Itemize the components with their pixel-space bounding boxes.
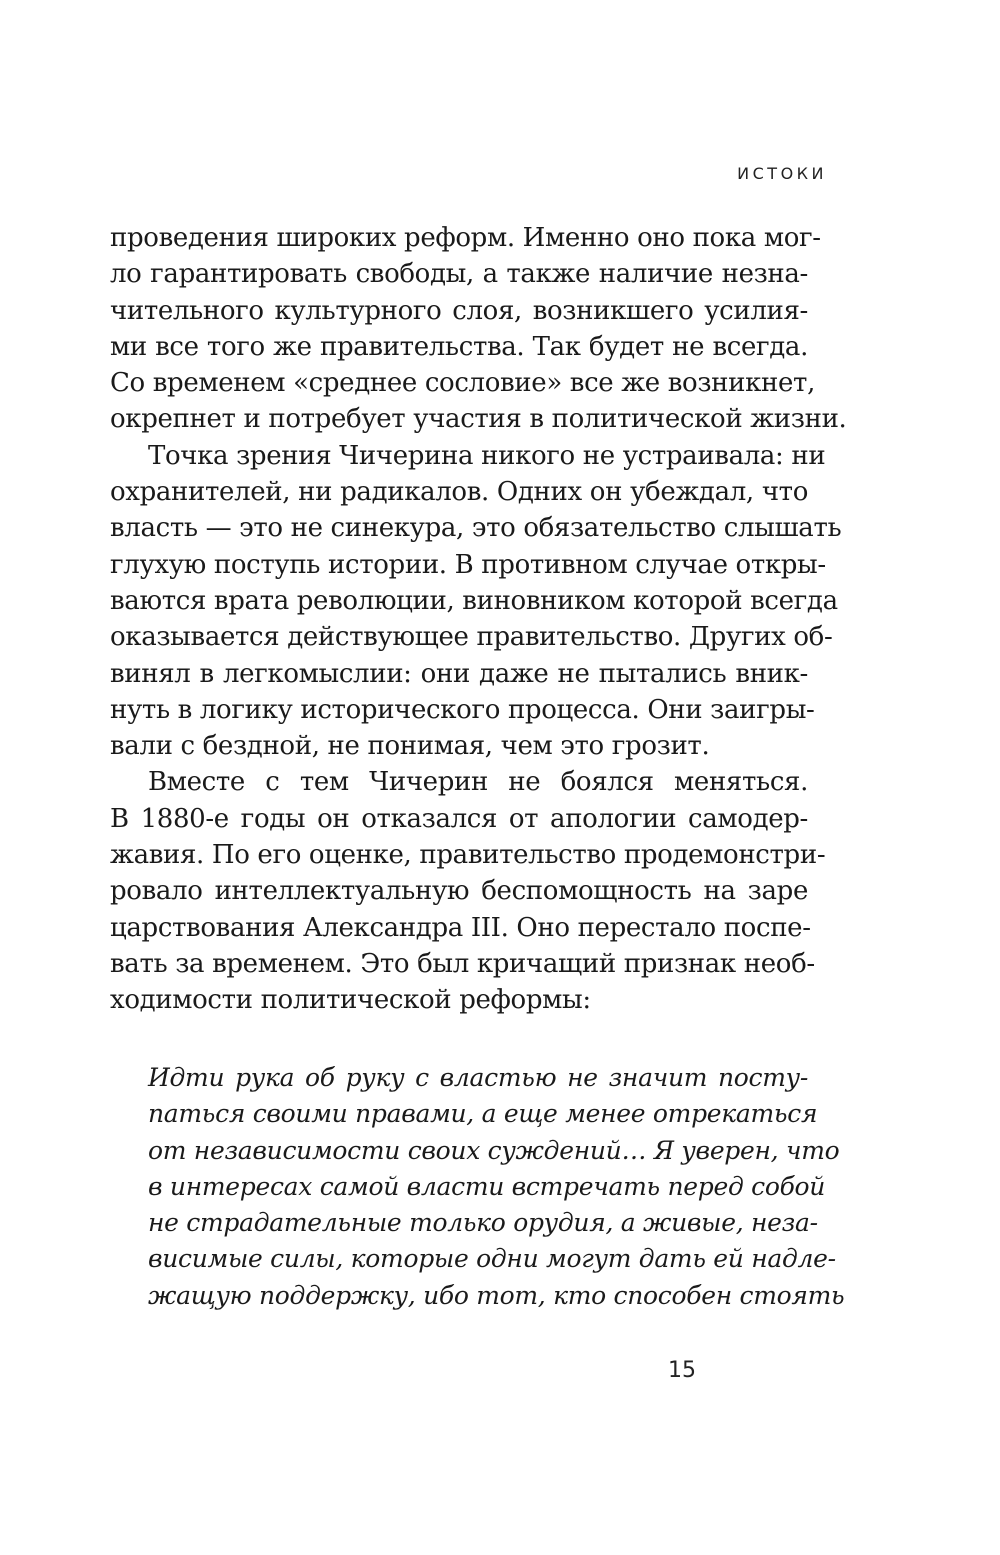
text-line: винял в легкомыслии: они даже не пытались вник- (110, 658, 808, 689)
text-line: проведения широких реформ. Именно оно пока мог- (110, 223, 821, 253)
text-line: Точка зрения Чичерина никого не устраивала: ни (148, 440, 826, 471)
running-header: ИСТОКИ (737, 164, 827, 183)
text-line: Вместе с тем Чичерин не боялся меняться. (148, 767, 808, 798)
text-line: ми все того же правительства. Так будет не всегда. (110, 331, 808, 362)
text-line: царствования Александра III. Оно перестало поспе- (110, 912, 811, 943)
quote-line: в интересах самой власти встречать перед собой (148, 1171, 826, 1201)
quote-line: паться своими правами, а еще менее отрекаться (148, 1099, 818, 1129)
text-line: чительного культурного слоя, возникшего усилия- (110, 295, 808, 326)
text-line: власть — это не синекура, это обязательство слышать (110, 513, 842, 544)
text-line: ло гарантировать свободы, а также наличие незна- (110, 259, 808, 290)
text-line: окрепнет и потребует участия в политической жизни. (110, 404, 847, 435)
page-number: 15 (668, 1358, 696, 1383)
text-line: вать за временем. Это был кричащий признак необ- (110, 948, 815, 979)
text-line: охранителей, ни радикалов. Одних он убеждал, что (110, 477, 808, 508)
paragraph-3 (110, 764, 826, 1018)
text-line: вали с бездной, не понимая, чем это грозит. (110, 731, 710, 762)
text-line: глухую поступь истории. В противном случае откры- (110, 549, 826, 580)
text-line: ходимости политической реформы: (110, 985, 591, 1016)
paragraph-2 (110, 438, 842, 765)
text-line: жавия. По его оценке, правительство продемонстри- (110, 840, 826, 871)
quote-line: висимые силы, которые одни могут дать ей надле- (148, 1244, 836, 1274)
text-line: нуть в логику исторического процесса. Они заигры- (110, 694, 815, 725)
quote-line: Идти рука об руку с властью не значит посту- (148, 1063, 808, 1092)
quote-line: от независимости своих суждений… Я уверен, что (148, 1135, 840, 1165)
quote-line: не страдательные только орудия, а живые, неза- (148, 1208, 818, 1238)
quote-line: жащую поддержку, ибо тот, кто способен стоять (148, 1280, 845, 1310)
block-quote (148, 1060, 845, 1314)
text-line: Со временем «среднее сословие» все же возникнет, (110, 368, 816, 399)
text-line: В 1880-е годы он отказался от апологии самодер- (110, 803, 808, 834)
text-line: ровало интеллектуальную беспомощность на заре (110, 876, 808, 907)
text-line: оказывается действующее правительство. Других об- (110, 622, 833, 653)
text-line: ваются врата революции, виновником которой всегда (110, 585, 838, 616)
body-text (110, 220, 847, 1019)
paragraph-1 (110, 220, 847, 438)
